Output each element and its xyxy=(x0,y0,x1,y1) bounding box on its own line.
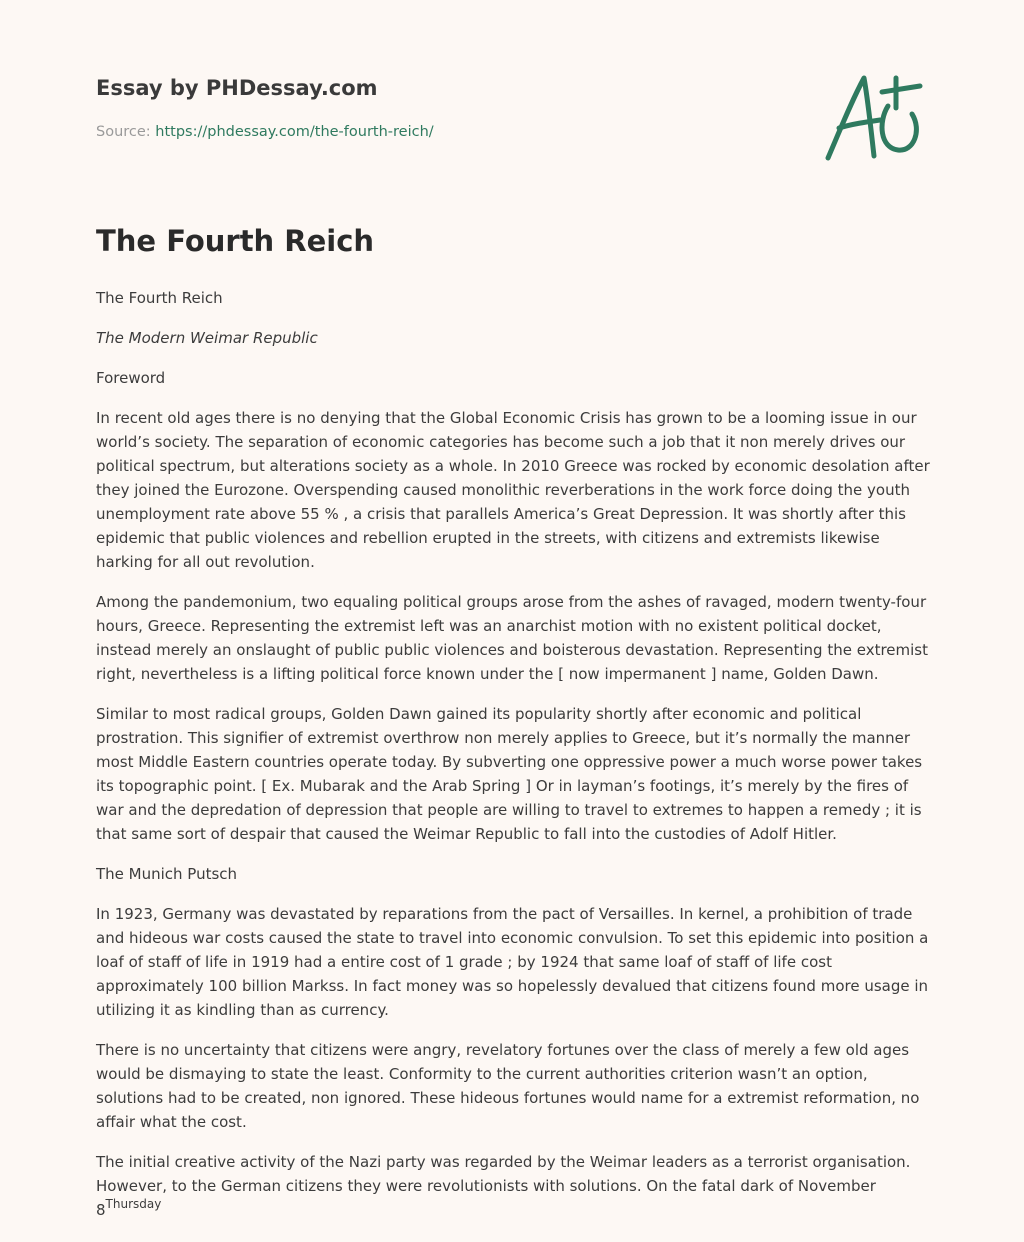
paragraph-3: Similar to most radical groups, Golden Dawn gained its popularity shortly after economic and political prostration. This signifier of extremist overthrow non merely applies to Greece, but it’s normally the manner most Middle Eastern countries operate today. By subverting one oppressive power a much worse power takes its topographic point. [ Ex. Mubarak and the Arab Spring ] Or in layman’s footings, it’s merely by the fires of war and the depredation of depression that people are willing to travel to extremes to happen a remedy ; it is that same sort of despair that caused the Weimar Republic to fall into the custodies of Adolf Hitler. xyxy=(96,705,923,843)
site-brand: Essay by PHDessay.com xyxy=(96,76,378,100)
source-link[interactable]: https://phdessay.com/the-fourth-reich/ xyxy=(155,124,434,140)
paragraph-4: In 1923, Germany was devastated by reparations from the pact of Versailles. In kernel, a prohibition of trade and hideous war costs caused the state to travel into economic convulsion. To set this epidemic into position a loaf of staff of life in 1919 had a entire cost of 1 grade ; by 1924 that same loaf of staff of life cost approximately 100 billion Markss. In fact money was so hopelessly devalued that citizens found more usage in utilizing it as kindling than as currency. xyxy=(96,905,929,1019)
paragraph-2: Among the pandemonium, two equaling political groups arose from the ashes of ravaged, modern twenty-four hours, Greece. Representing the extremist left was an anarchist motion with no existent political docket, instead merely an onslaught of public public violences and boisterous devastation. Representing the extremist right, nevertheless is a lifting political force known under the [ now impermanent ] name, Golden Dawn. xyxy=(96,593,928,683)
section-heading-foreword: Foreword xyxy=(96,369,166,387)
a-plus-logo-icon xyxy=(822,70,926,164)
essay-title: The Fourth Reich xyxy=(96,224,375,258)
essay-subtitle: The Fourth Reich xyxy=(96,289,223,307)
paragraph-6-text: The initial creative activity of the Nazi party was regarded by the Weimar leaders as a terrorist organisation. However, to the German citizens they were revolutionists with solutions. On the fatal dark of November xyxy=(96,1153,911,1195)
essay-tagline: The Modern Weimar Republic xyxy=(96,329,318,347)
essay-body xyxy=(96,286,931,1238)
paragraph-1: In recent old ages there is no denying that the Global Economic Crisis has grown to be a looming issue in our world’s society. The separation of economic categories has become such a job that it non merely drives our political spectrum, but alterations society as a whole. In 2010 Greece was rocked by economic desolation after they joined the Eurozone. Overspending caused monolithic reverberations in the work force doing the youth unemployment rate above 55 % , a crisis that parallels America’s Great Depression. It was shortly after this epidemic that public violences and rebellion erupted in the streets, with citizens and extremists likewise harking for all out revolution. xyxy=(96,409,930,571)
source-label: Source: xyxy=(96,124,151,140)
source-line xyxy=(96,124,434,140)
paragraph-6-day: 8 xyxy=(96,1201,106,1219)
paragraph-6 xyxy=(96,1150,931,1222)
paragraph-6-superscript: Thursday xyxy=(105,1197,162,1211)
section-heading-munich-putsch: The Munich Putsch xyxy=(96,865,238,883)
paragraph-5: There is no uncertainty that citizens were angry, revelatory fortunes over the class of merely a few old ages would be dismaying to state the least. Conformity to the current authorities criterion wasn’t an option, solutions had to be created, non ignored. These hideous fortunes would name for a extremist reformation, no affair what the cost. xyxy=(96,1041,920,1131)
